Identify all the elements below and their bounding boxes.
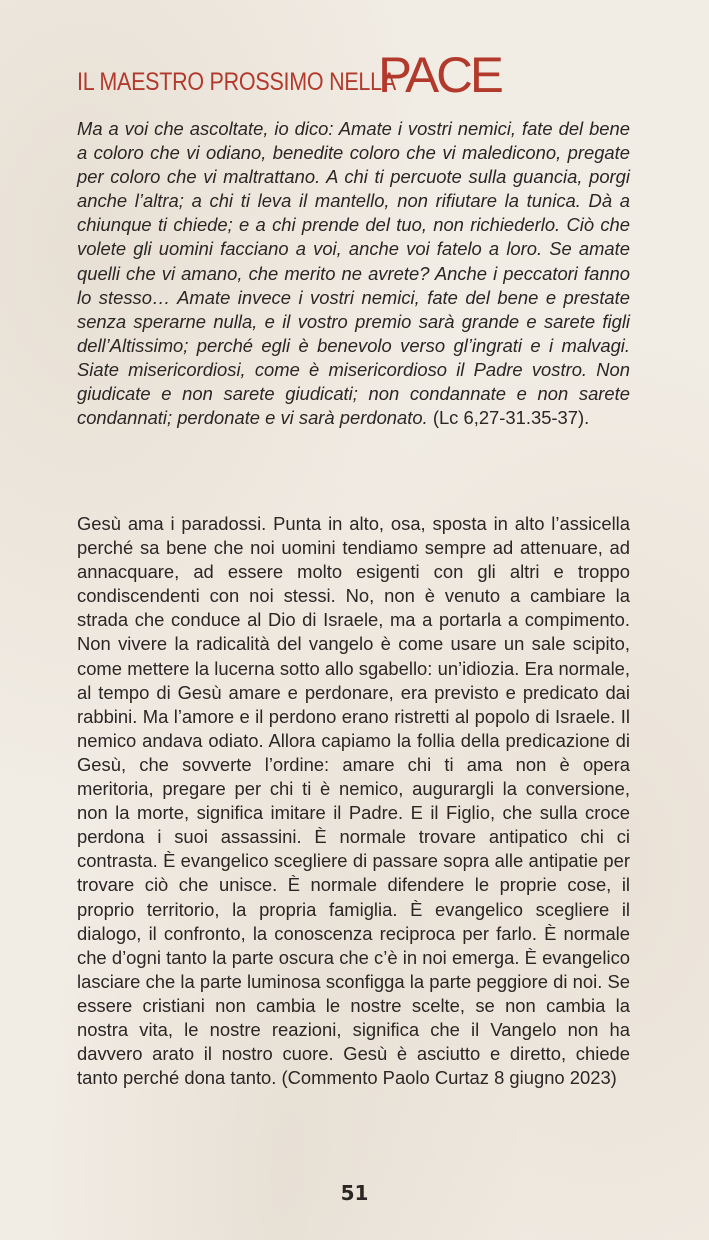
heading-prefix: IL MAESTRO PROSSIMO NELLA <box>77 68 396 96</box>
page-heading <box>77 46 677 106</box>
page-number: 51 <box>340 1181 369 1205</box>
commentary-paragraph: Gesù ama i paradossi. Punta in alto, osa, sposta in alto l’assicella perché sa bene che noi uomini tendiamo sempre ad attenuare, ad annacquare, ad essere molto esigenti con gli altri e troppo condiscendenti con noi stessi. No, non è venuto a cambiare la strada che conduce al Dio di Israele, ma a portarla a compimento. Non vivere la radicalità del vangelo è come usare un sale scipito, come mettere la lucerna sotto allo sgabello: un’idiozia. Era normale, al tempo di Gesù amare e perdonare, era previsto e predicato dai rabbini. Ma l’amore e il perdono erano ristretti al popolo di Israele. Il nemico andava odiato. Allora capiamo la follia della predicazione di Gesù, che sovverte l’ordine: amare chi ti ama non è opera meritoria, pregare per chi ti è nemico, augurargli la conversione, non la morte, significa imitare il Padre. E il Figlio, che sulla croce perdona i suoi assassini. È normale trovare antipatico chi ci contrasta. È evangelico scegliere di passare sopra alle antipatie per trovare ciò che unisce. È normale difendere le proprie cose, il proprio territorio, la propria famiglia. È evangelico scegliere il dialogo, il confronto, la conoscenza reciproca per farlo. È normale che d’ogni tanto la parte oscura che c’è in noi emerga. È evangelico lasciare che la parte luminosa sconfigga la parte peggiore di noi. Se essere cristiani non cambia le nostre scelte, se non cambia la nostra vita, le nostre reazioni, significa che il Vangelo non ha davvero arato il nostro cuore. Gesù è asciutto e diretto, chiede tanto perché dona tanto. (Commento Paolo Curtaz 8 giugno 2023) <box>77 513 630 1089</box>
gospel-quote <box>77 117 630 430</box>
gospel-quote-text: Ma a voi che ascoltate, io dico: Amate i vostri nemici, fate del bene a coloro che vi odiano, benedite coloro che vi maledicono, pregate per coloro che vi maltrattano. A chi ti percuote sulla guancia, porgi anche l’altra; a chi ti leva il mantello, non rifiutare la tunica. Dà a chiunque ti chiede; e a chi prende del tuo, non richiederlo. Ciò che volete gli uomini facciano a voi, anche voi fatelo a loro. Se amate quelli che vi amano, che merito ne avrete? Anche i peccatori fanno lo stesso… Amate invece i vostri nemici, fate del bene e prestate senza sperarne nulla, e il vostro premio sarà grande e sarete figli dell’Altissimo; perché egli è benevolo verso gl’ingrati e i malvagi. Siate misericordiosi, come è misericordioso il Padre vostro. Non giudicate e non sarete giudicati; non condannate e non sarete condannati; perdonate e vi sarà perdonato. <box>77 118 630 429</box>
heading-keyword: PACE <box>378 47 501 103</box>
gospel-reference: (Lc 6,27-31.35-37). <box>432 407 590 429</box>
